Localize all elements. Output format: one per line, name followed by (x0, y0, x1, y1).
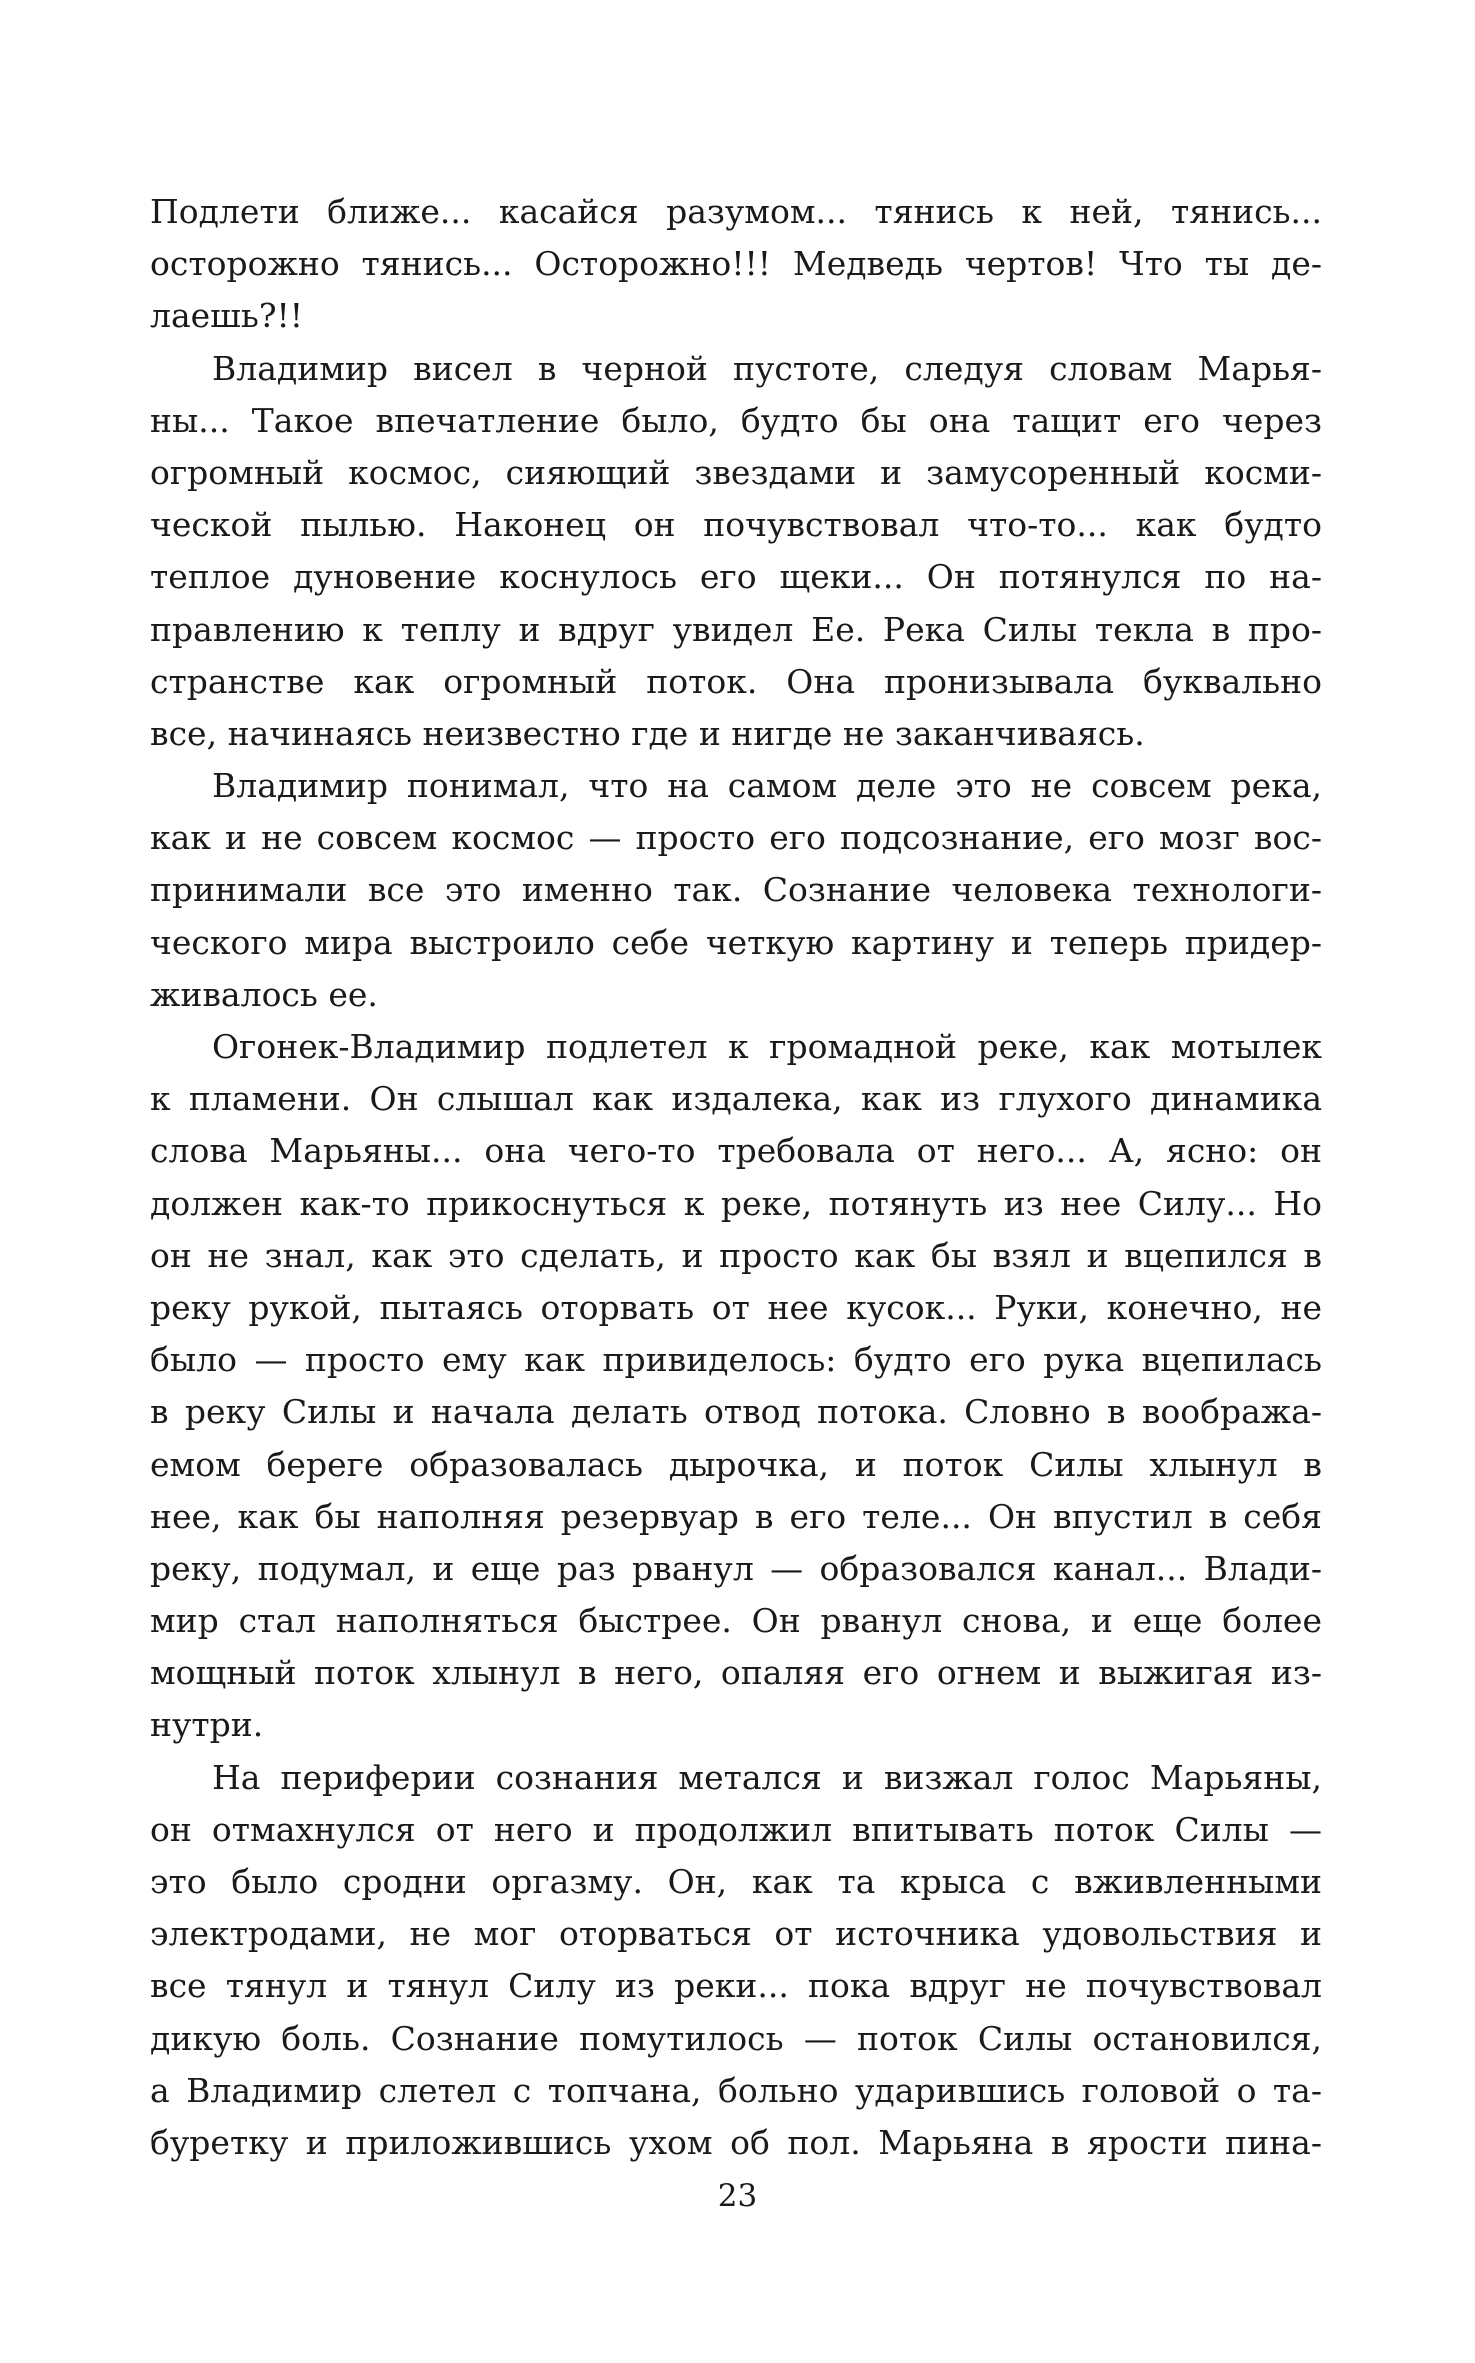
text-line: ческого мира выстроило себе четкую картину и теперь придер- (150, 922, 1322, 962)
paragraph (150, 186, 1322, 343)
text-line: было — просто ему как привиделось: будто его рука вцепилась (150, 1340, 1322, 1380)
text-line: ческой пылью. Наконец он почувствовал что-то... как будто (150, 505, 1322, 545)
text-line: а Владимир слетел с топчана, больно ударившись головой о та- (150, 2070, 1322, 2110)
text-line: емом береге образовалась дырочка, и поток Силы хлынул в (150, 1444, 1322, 1484)
text-line: Владимир понимал, что на самом деле это не совсем река, (212, 766, 1322, 806)
text-line: правлению к теплу и вдруг увидел Ее. Река Силы текла в про- (150, 609, 1322, 649)
text-line: живалось ее. (150, 974, 378, 1014)
text-line: это было сродни оргазму. Он, как та крыса с вживленными (150, 1862, 1322, 1901)
text-line: как и не совсем космос — просто его подсознание, его мозг вос- (150, 818, 1322, 858)
text-line: нутри. (150, 1705, 264, 1745)
paragraph (150, 760, 1322, 1021)
body-text (150, 186, 1322, 2169)
text-line: все, начинаясь неизвестно где и нигде не заканчиваясь. (150, 713, 1145, 753)
text-line: мощный поток хлынул в него, опаляя его огнем и выжигая из- (150, 1653, 1322, 1693)
text-line: все тянул и тянул Силу из реки... пока вдруг не почувствовал (150, 1966, 1322, 2006)
text-line: буретку и приложившись ухом об пол. Марьяна в ярости пина- (150, 2122, 1322, 2162)
text-line: осторожно тянись... Осторожно!!! Медведь чертов! Что ты де- (150, 244, 1322, 284)
text-line: он отмахнулся от него и продолжил впитывать поток Силы — (150, 1809, 1322, 1849)
text-line: лаешь?!! (150, 296, 304, 336)
paragraph (150, 1752, 1322, 2170)
text-line: дикую боль. Сознание помутилось — поток Силы остановился, (150, 2018, 1322, 2058)
text-line: принимали все это именно так. Сознание человека технологи- (150, 870, 1322, 910)
page-number: 23 (717, 2178, 758, 2214)
text-line: Огонек-Владимир подлетел к громадной реке, как мотылек (212, 1027, 1322, 1066)
paragraph (150, 343, 1322, 761)
text-line: в реку Силы и начала делать отвод потока. Словно в вообража- (150, 1392, 1322, 1432)
text-line: к пламени. Он слышал как издалека, как из глухого динамика (150, 1079, 1322, 1119)
text-line: Владимир висел в черной пустоте, следуя словам Марья- (212, 348, 1322, 388)
text-line: слова Марьяны... она чего-то требовала от него... А, ясно: он (150, 1131, 1322, 1171)
text-line: огромный космос, сияющий звездами и замусоренный косми- (150, 452, 1322, 492)
text-line: странстве как огромный поток. Она пронизывала буквально (150, 661, 1322, 701)
text-line: теплое дуновение коснулось его щеки... Он потянулся по на- (150, 557, 1322, 597)
paragraph (150, 1021, 1322, 1752)
text-line: На периферии сознания метался и визжал голос Марьяны, (212, 1757, 1322, 1797)
text-line: Подлети ближе... касайся разумом... тянись к ней, тянись... (150, 192, 1322, 231)
text-line: нее, как бы наполняя резервуар в его теле... Он впустил в себя (150, 1496, 1322, 1536)
text-line: реку рукой, пытаясь оторвать от нее кусок... Руки, конечно, не (150, 1287, 1322, 1327)
text-line: мир стал наполняться быстрее. Он рванул снова, и еще более (150, 1601, 1322, 1641)
text-line: он не знал, как это сделать, и просто как бы взял и вцепился в (150, 1235, 1322, 1275)
text-line: ны... Такое впечатление было, будто бы она тащит его через (150, 400, 1322, 440)
text-line: должен как-то прикоснуться к реке, потянуть из нее Силу... Но (150, 1183, 1322, 1223)
text-line: электродами, не мог оторваться от источника удовольствия и (150, 1914, 1322, 1954)
text-line: реку, подумал, и еще раз рванул — образовался канал... Влади- (150, 1548, 1322, 1588)
